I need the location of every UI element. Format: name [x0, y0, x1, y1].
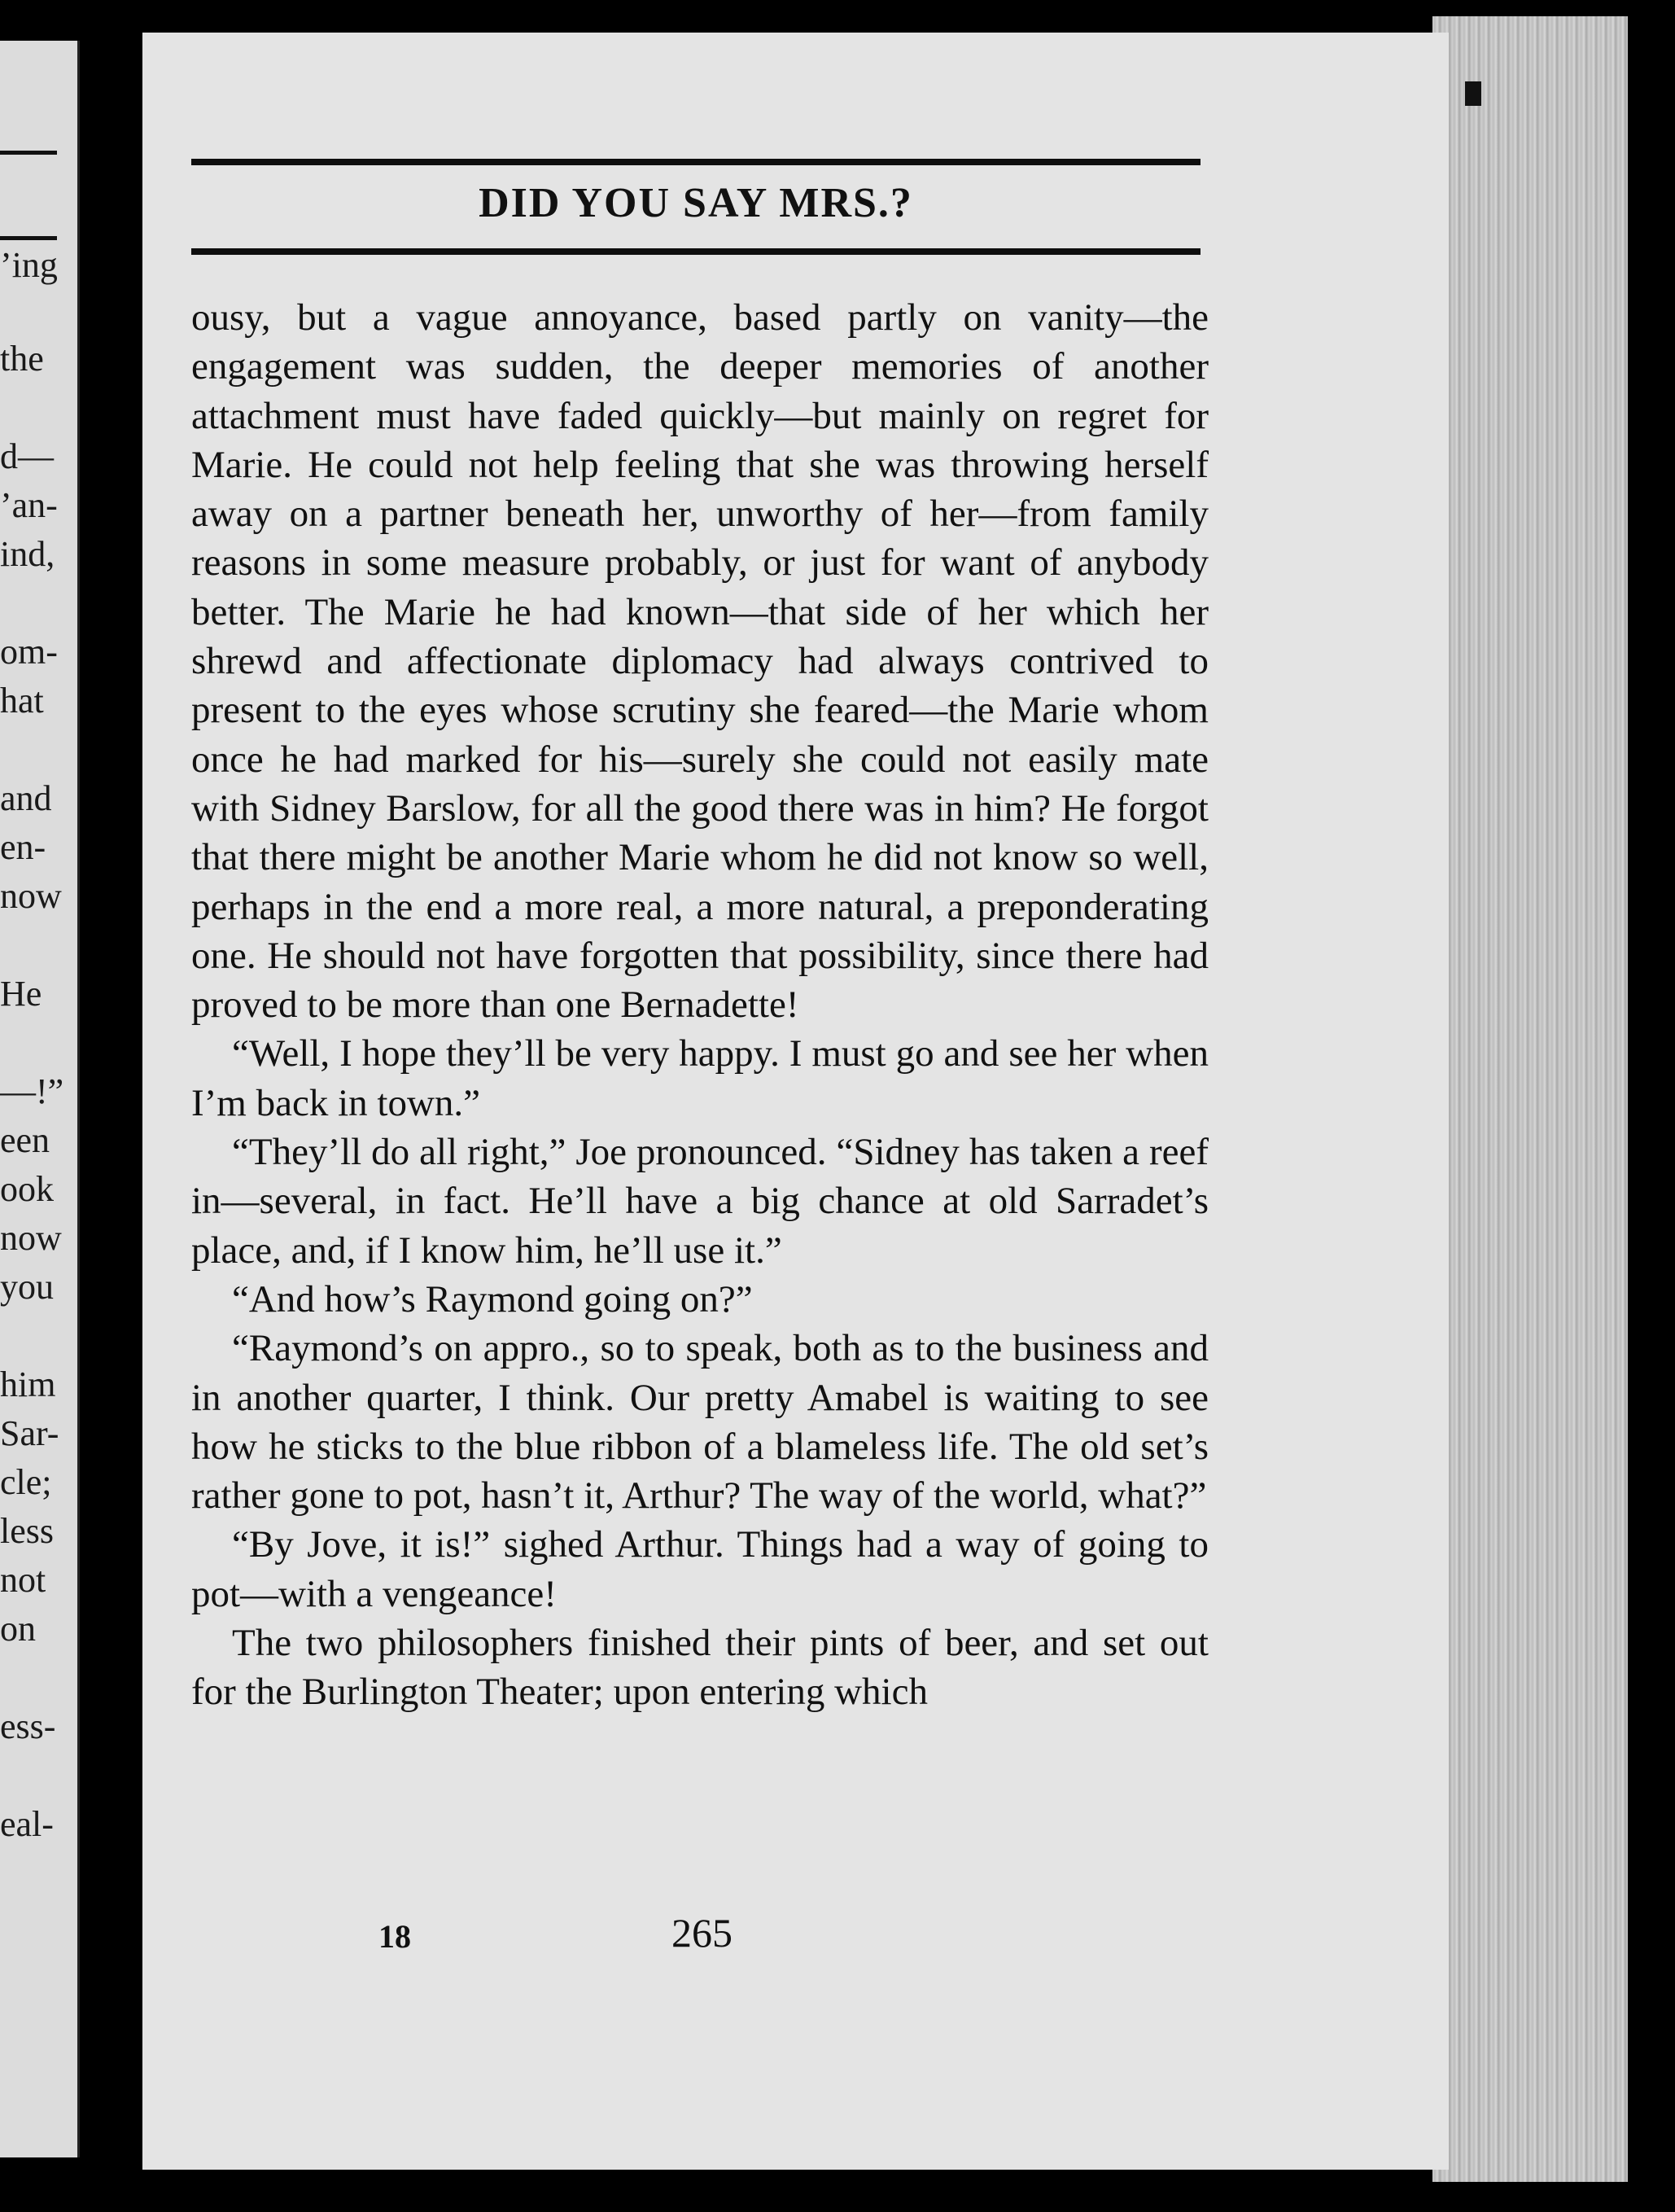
left-page-fragment: en- [0, 827, 46, 867]
signature-mark: 18 [378, 1918, 411, 1955]
running-header: DID YOU SAY MRS.? [479, 180, 913, 226]
left-page-fragment: you [0, 1267, 54, 1307]
paragraph: “They’ll do all right,” Joe pronounced. “Sidney has taken a reef in—several, in fact. He’ll have a big chance at old Sarradet’s place, and, if I know him, he’ll use it.” [191, 1131, 1209, 1272]
left-page-fragment: less [0, 1511, 54, 1551]
page-number: 265 [671, 1910, 733, 1956]
body-text [191, 293, 1209, 1717]
left-page-rule [0, 236, 57, 240]
left-page-fragment: een [0, 1120, 50, 1160]
left-page-fragment: and [0, 778, 52, 818]
left-page-fragment: Sar- [0, 1413, 59, 1453]
header-rule-top [191, 159, 1200, 165]
paragraph: The two philosophers finished their pints of beer, and set out for the Burlington Theater; upon entering which [191, 1622, 1209, 1714]
left-page-fragment: —!” [0, 1071, 64, 1111]
left-page-fragment: ’ing [0, 245, 58, 285]
paragraph: “Raymond’s on appro., so to speak, both as to the business and in another quarter, I think. Our pretty Amabel is waiting to see how he sticks to the blue ribbon of a blameless life. The old set’s rather gone to pot, hasn’t it, Arthur? The way of the world, what?” [191, 1327, 1209, 1518]
left-page-fragment: cle; [0, 1462, 52, 1502]
left-page-fragment: the [0, 339, 44, 379]
left-page-fragment: ind, [0, 534, 55, 574]
left-page-fragment: ’an- [0, 485, 58, 525]
paragraph: “Well, I hope they’ll be very happy. I must go and see her when I’m back in town.” [191, 1032, 1209, 1124]
header-rule-bottom [191, 248, 1200, 255]
left-page-fragment: hat [0, 681, 44, 721]
left-page-fragment: eal- [0, 1804, 54, 1844]
left-page-fragment: ook [0, 1169, 54, 1209]
left-page-edge [0, 41, 80, 2157]
edge-mark [1465, 81, 1481, 106]
paragraph: “And how’s Raymond going on?” [232, 1277, 753, 1321]
left-page-fragment: him [0, 1364, 56, 1404]
page-edge-stack [1432, 16, 1628, 2182]
left-page-fragment: on [0, 1609, 36, 1649]
left-page-fragment: not [0, 1560, 46, 1600]
left-page-fragment: now [0, 1218, 62, 1258]
paragraph: “By Jove, it is!” sighed Arthur. Things had a way of going to pot—with a vengeance! [191, 1523, 1209, 1615]
left-page-fragment: He [0, 974, 42, 1014]
left-page-fragment: d— [0, 436, 54, 476]
left-page-fragment: om- [0, 632, 58, 672]
left-page-fragment: ess- [0, 1706, 56, 1746]
left-page-fragment: now [0, 876, 62, 916]
left-page-rule [0, 151, 57, 155]
paragraph: ousy, but a vague annoyance, based partly on vanity—the engagement was sudden, the deeper memories of another attachment must have faded quickly—but mainly on regret for Marie. He could not help feeling that she was throwing herself away on a partner beneath her, unworthy of her—from family reasons in some measure probably, or just for want of anybody better. The Marie he had known—that side of her which her shrewd and affectionate diplomacy had always contrived to present to the eyes whose scrutiny she feared—the Marie whom once he had marked for his—surely she could not easily mate with Sidney Barslow, for all the good there was in him? He forgot that there might be another Marie whom he did not know so well, perhaps in the end a more real, a more natural, a preponderating one. He should not have forgotten that possibility, since there had proved to be more than one Bernadette! [191, 296, 1209, 1027]
